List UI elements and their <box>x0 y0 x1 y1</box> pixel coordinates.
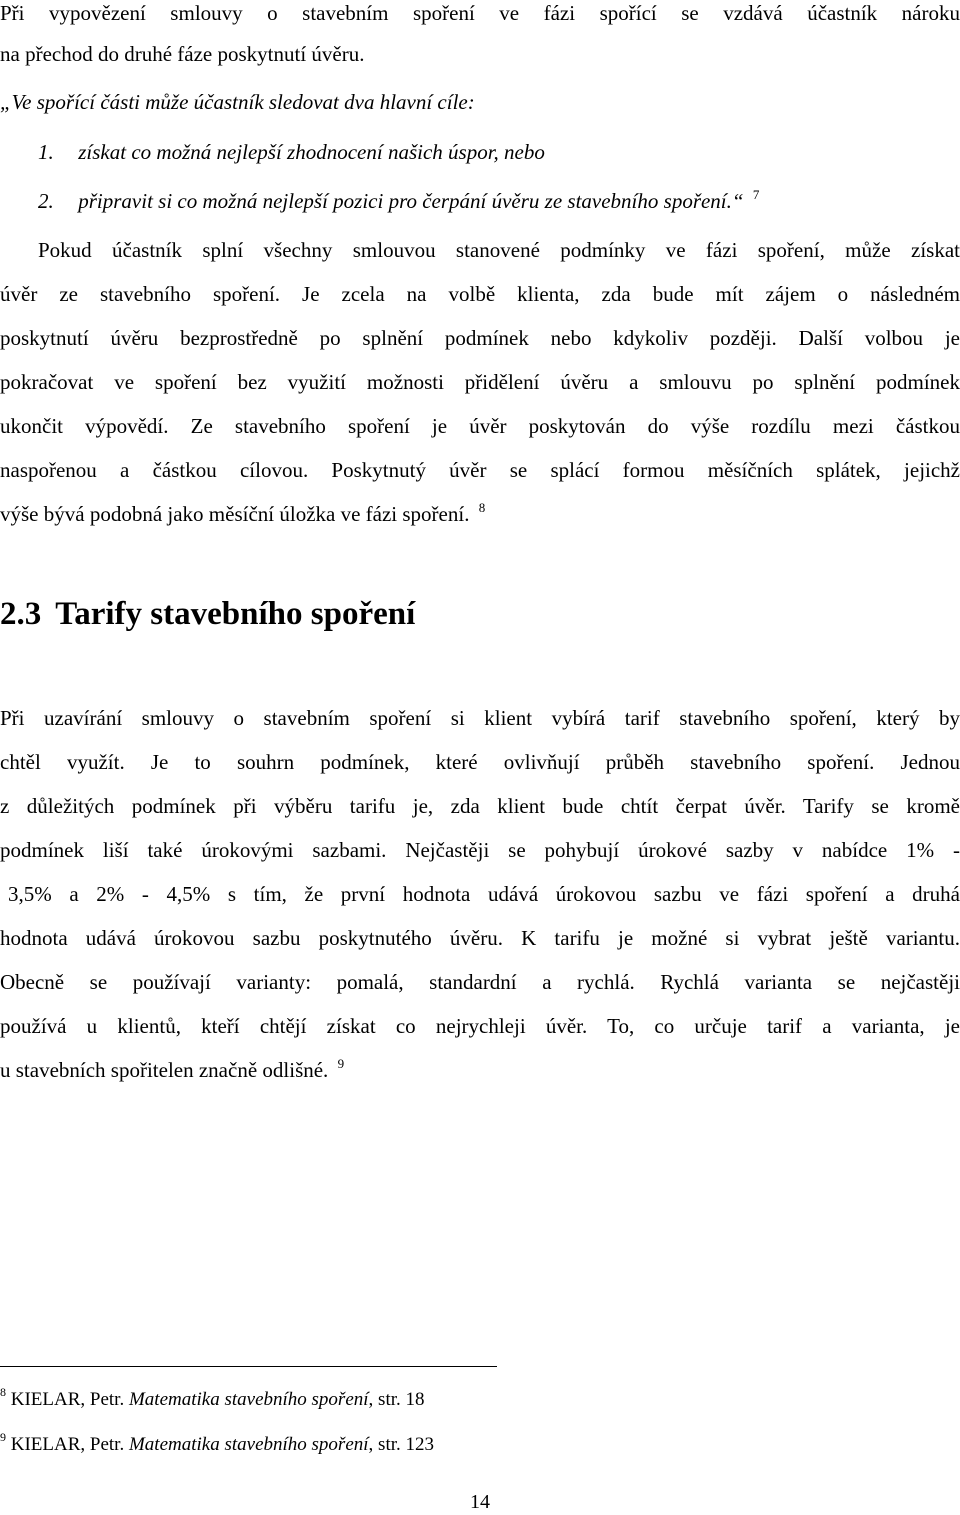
paragraph-3-line-6: hodnota udává úrokovou sazbu poskytnutého úvěru. K tarifu je možné si vybrat ještě variantu. <box>0 926 960 950</box>
footnote-9 <box>0 1430 434 1457</box>
section-number: 2.3 <box>0 596 42 632</box>
footnote-8-author: KIELAR, Petr. <box>10 1389 125 1410</box>
footnote-8-page: , str. 18 <box>368 1389 425 1410</box>
footnote-9-author: KIELAR, Petr. <box>10 1434 125 1455</box>
paragraph-2-line-3: poskytnutí úvěru bezprostředně po splnění podmínek nebo kdykoliv později. Další volbou je <box>0 326 960 350</box>
paragraph-3-line-1: Při uzavírání smlouvy o stavebním spoření si klient vybírá tarif stavebního spoření, který by <box>0 706 960 730</box>
footnote-ref-8: 8 <box>478 500 486 515</box>
paragraph-2-line-7-text: výše bývá podobná jako měsíční úložka ve fázi spoření. <box>0 502 470 526</box>
footnote-9-page: , str. 123 <box>368 1434 434 1455</box>
footnote-ref-7: 7 <box>752 187 760 202</box>
page-number: 14 <box>470 1491 490 1513</box>
paragraph-3-line-4: podmínek liší také úrokovými sazbami. Nejčastěji se pohybují úrokové sazby v nabídce 1% - <box>0 838 960 862</box>
quote-item-2-text: připravit si co možná nejlepší pozici pro čerpání úvěru ze stavebního spoření.“ <box>78 189 744 213</box>
paragraph-2-line-7 <box>0 501 960 527</box>
quote-item-2-number: 2. <box>38 189 54 213</box>
footnote-separator <box>0 1366 497 1367</box>
paragraph-2-line-1: Pokud účastník splní všechny smlouvou stanovené podmínky ve fázi spoření, může získat <box>38 238 960 262</box>
paragraph-2-line-5: ukončit výpovědí. Ze stavebního spoření je úvěr poskytován do výše rozdílu mezi částkou <box>0 414 960 438</box>
section-heading <box>0 594 415 634</box>
paragraph-2-line-2: úvěr ze stavebního spoření. Je zcela na volbě klienta, zda bude mít zájem o následném <box>0 282 960 306</box>
paragraph-3-line-8: používá u klientů, kteří chtějí získat co nejrychleji úvěr. To, co určuje tarif a varianta, je <box>0 1014 960 1038</box>
paragraph-3-line-2: chtěl využít. Je to souhrn podmínek, které ovlivňují průběh stavebního spoření. Jednou <box>0 750 960 774</box>
quote-item-1 <box>38 139 960 165</box>
quote-item-1-number: 1. <box>38 140 54 164</box>
section-title: Tarify stavebního spoření <box>55 596 416 632</box>
quote-item-1-text: získat co možná nejlepší zhodnocení našich úspor, nebo <box>78 140 545 164</box>
footnote-8-title: Matematika stavebního spoření <box>128 1389 369 1410</box>
quote-intro: „Ve spořící části může účastník sledovat dva hlavní cíle: <box>0 90 475 114</box>
footnote-8 <box>0 1385 425 1412</box>
paragraph-3-line-9 <box>0 1057 960 1083</box>
paragraph-3-line-9-text: u stavebních spořitelen značně odlišné. <box>0 1058 329 1082</box>
footnote-9-number: 9 <box>0 1430 6 1444</box>
paragraph-3-line-3: z důležitých podmínek při výběru tarifu je, zda klient bude chtít čerpat úvěr. Tarify se kromě <box>0 794 960 818</box>
footnote-ref-9: 9 <box>337 1056 345 1071</box>
paragraph-1-line-2: na přechod do druhé fáze poskytnutí úvěru. <box>0 42 365 66</box>
paragraph-3-line-5: 3,5% a 2% - 4,5% s tím, že první hodnota udává úrokovou sazbu ve fázi spoření a druhá <box>8 882 960 906</box>
footnote-9-title: Matematika stavebního spoření <box>128 1434 369 1455</box>
paragraph-2-line-4: pokračovat ve spoření bez využití možnosti přidělení úvěru a smlouvu po splnění podmínek <box>0 370 960 394</box>
paragraph-1-line-1: Při vypovězení smlouvy o stavebním spoření ve fázi spořící se vzdává účastník nároku <box>0 1 960 25</box>
paragraph-2-line-6: naspořenou a částkou cílovou. Poskytnutý úvěr se splácí formou měsíčních splátek, jejichž <box>0 458 960 482</box>
quote-item-2 <box>38 188 960 214</box>
paragraph-3-line-7: Obecně se používají varianty: pomalá, standardní a rychlá. Rychlá varianta se nejčastěji <box>0 970 960 994</box>
footnote-8-number: 8 <box>0 1385 6 1399</box>
